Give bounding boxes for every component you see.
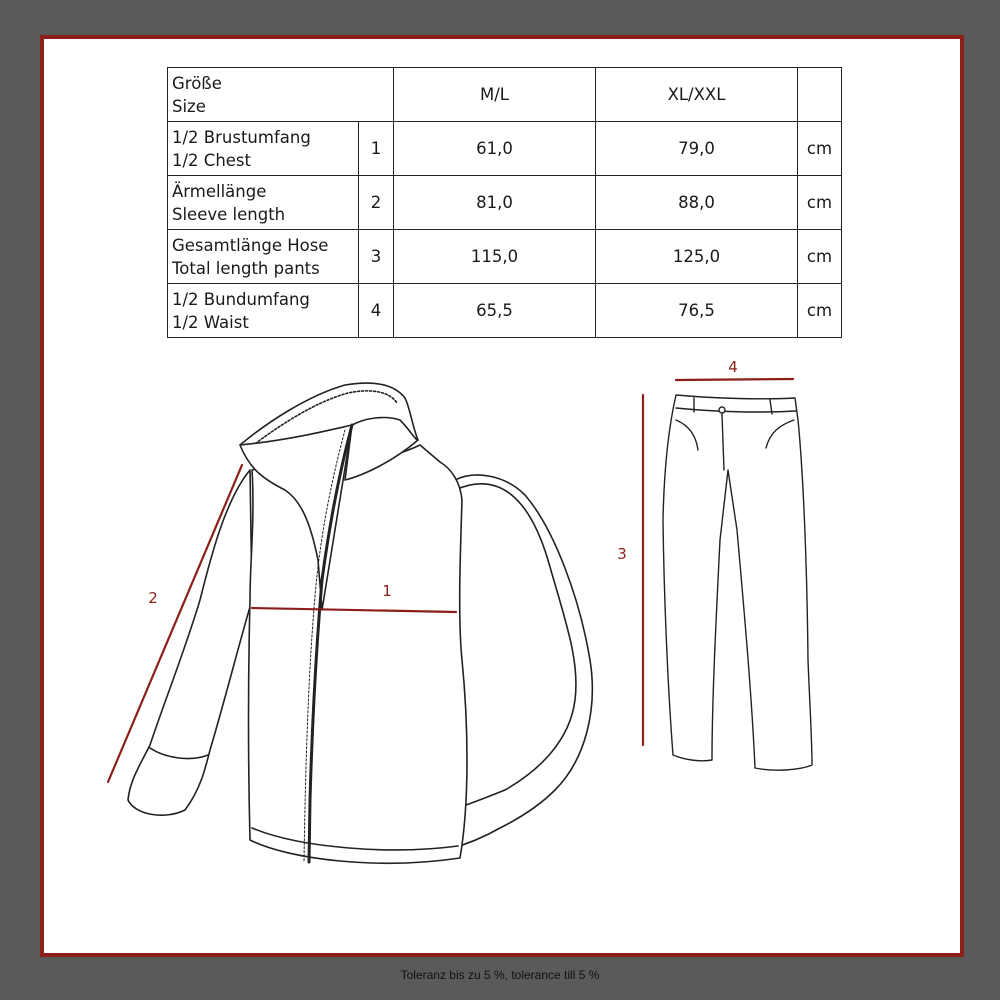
row-number: 3: [359, 230, 394, 284]
row-value-xl: 79,0: [596, 122, 798, 176]
row-number: 1: [359, 122, 394, 176]
pants-button: [719, 407, 725, 413]
marker-length-label: 3: [617, 545, 627, 563]
row-value-ml: 61,0: [394, 122, 596, 176]
row-label-en: Sleeve length: [172, 204, 286, 224]
pants-illustration: [663, 395, 812, 770]
row-value-ml: 81,0: [394, 176, 596, 230]
marker-chest-label: 1: [382, 582, 392, 600]
row-label-en: 1/2 Chest: [172, 150, 251, 170]
row-unit: cm: [798, 284, 842, 338]
row-label-en: Total length pants: [172, 258, 320, 278]
row-number: 4: [359, 284, 394, 338]
row-value-xl: 125,0: [596, 230, 798, 284]
marker-sleeve-label: 2: [148, 589, 158, 607]
jacket-illustration: [128, 383, 592, 863]
row-label-de: 1/2 Brustumfang: [172, 127, 311, 147]
marker-waist-label: 4: [728, 358, 738, 376]
row-label-de: Ärmellänge: [172, 181, 267, 201]
measure-line-waist: [676, 379, 793, 380]
col-header-xl: XL/XXL: [596, 68, 798, 122]
row-label-de: 1/2 Bundumfang: [172, 289, 310, 309]
jacket-left-sleeve: [128, 470, 252, 815]
row-unit: cm: [798, 230, 842, 284]
jacket-body: [249, 445, 468, 863]
tolerance-note: Toleranz bis zu 5 %, tolerance till 5 %: [400, 968, 600, 982]
row-value-ml: 115,0: [394, 230, 596, 284]
size-header-en: Size: [172, 96, 206, 116]
col-header-ml: M/L: [394, 68, 596, 122]
row-unit: cm: [798, 122, 842, 176]
row-label-en: 1/2 Waist: [172, 312, 249, 332]
row-value-xl: 88,0: [596, 176, 798, 230]
size-header-de: Größe: [172, 73, 222, 93]
row-value-ml: 65,5: [394, 284, 596, 338]
row-value-xl: 76,5: [596, 284, 798, 338]
row-label-de: Gesamtlänge Hose: [172, 235, 329, 255]
pants-outline: [663, 395, 812, 770]
row-unit: cm: [798, 176, 842, 230]
row-number: 2: [359, 176, 394, 230]
